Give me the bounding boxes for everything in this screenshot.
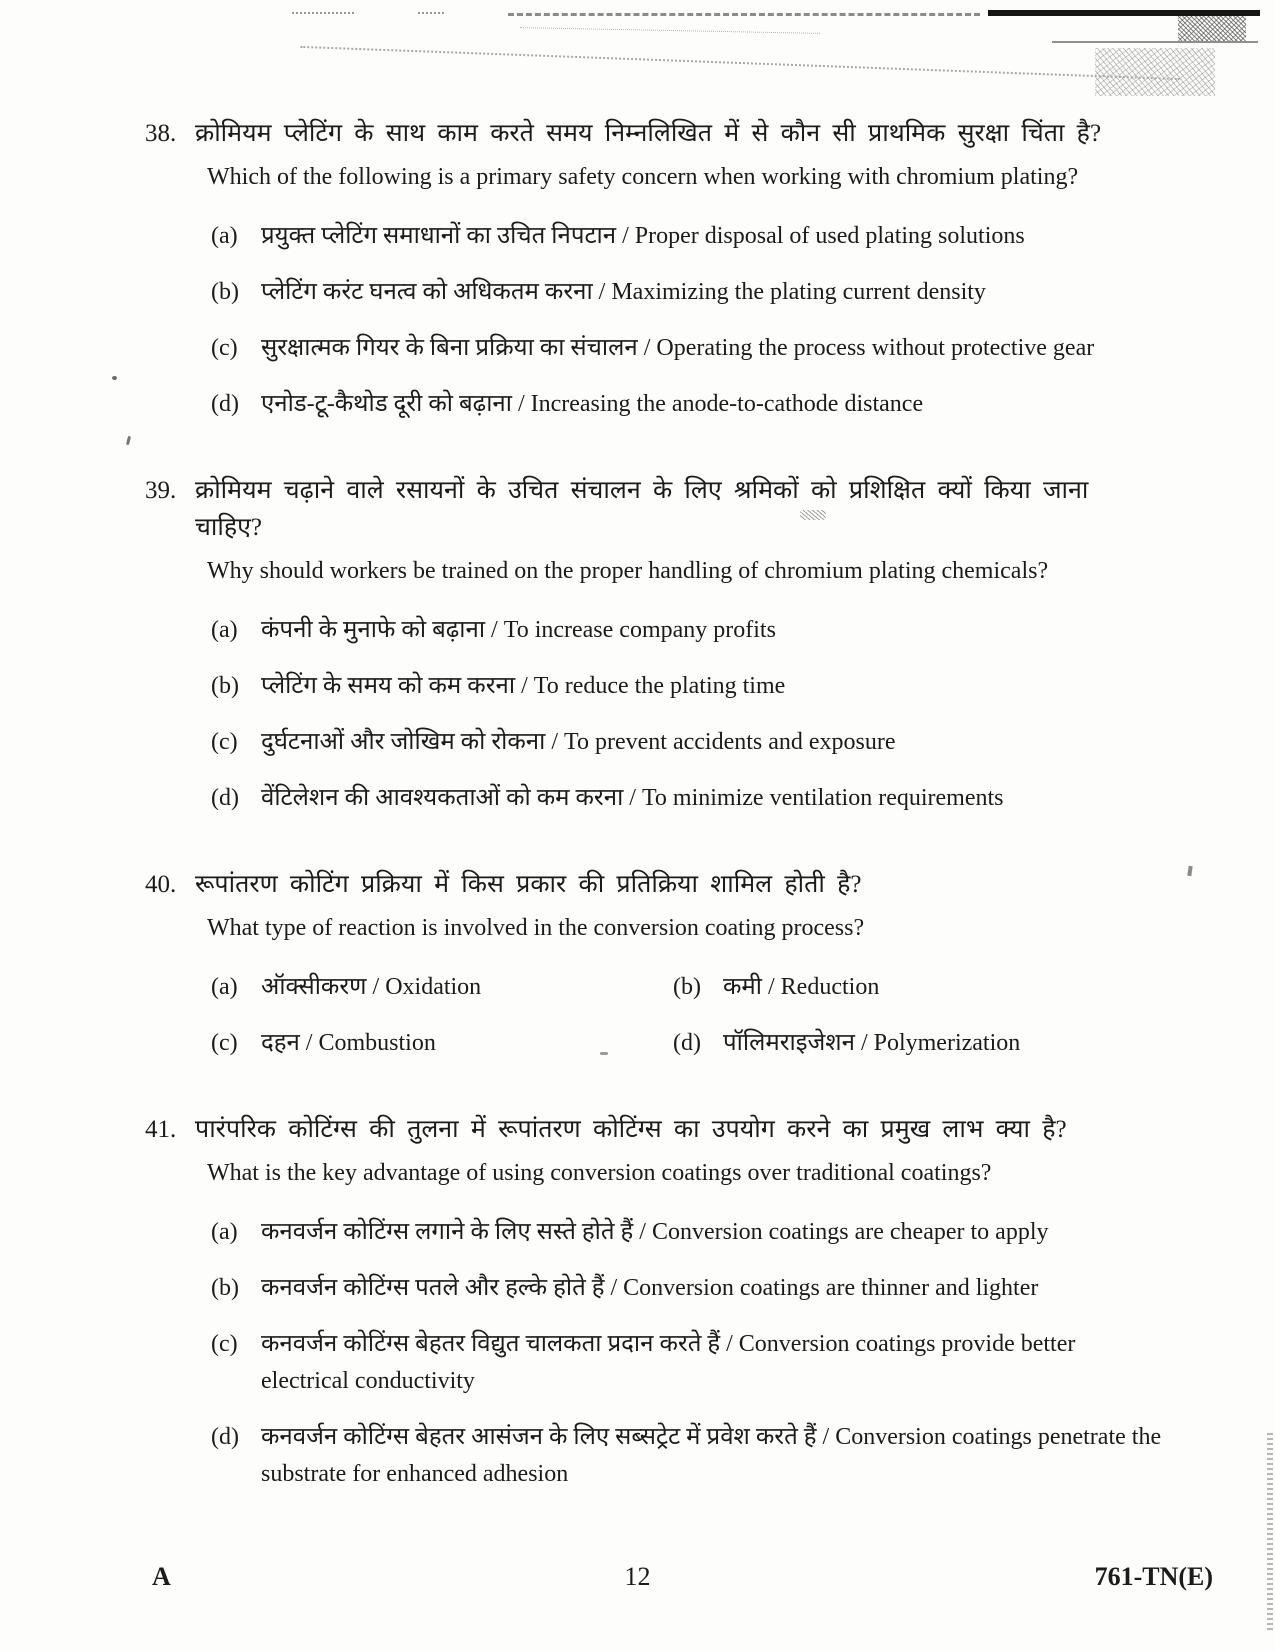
option-label: (c) — [211, 1030, 238, 1056]
scan-artifact-speck — [112, 376, 117, 380]
option-text: एनोड-टू-कैथोड दूरी को बढ़ाना / Increasing the anode-to-cathode distance — [261, 391, 924, 418]
option-39c — [211, 724, 1167, 761]
option-label: (a) — [211, 616, 238, 643]
option-text: पॉलिमराइजेशन / Polymerization — [723, 1030, 1021, 1056]
questions-column — [145, 116, 1167, 1543]
option-text: कनवर्जन कोटिंग्स बेहतर आसंजन के लिए सब्सट्रेट में प्रवेश करते हैं / Conversion coatings penetrate the substrate for enhanced adhesion — [261, 1424, 1162, 1488]
option-41b — [211, 1270, 1167, 1307]
option-text: वेंटिलेशन की आवश्यकताओं को कम करना / To minimize ventilation requirements — [261, 784, 1004, 811]
option-40b — [673, 969, 1167, 1006]
option-38a — [211, 218, 1167, 255]
question-40 — [145, 867, 1167, 1062]
option-40c — [211, 1025, 673, 1062]
question-text-english: What is the key advantage of using conversion coatings over traditional coatings? — [207, 1160, 992, 1187]
option-label: (c) — [211, 728, 238, 755]
options-list — [211, 1214, 1167, 1493]
option-text: दहन / Combustion — [261, 1030, 436, 1056]
option-label: (b) — [211, 1275, 239, 1302]
question-text-hindi: पारंपरिक कोटिंग्स की तुलना में रूपांतरण कोटिंग्स का उपयोग करने का प्रमुख लाभ क्या है? — [195, 1116, 1067, 1143]
question-text-hindi: क्रोमियम प्लेटिंग के साथ काम करते समय निम्नलिखित में से कौन सी प्राथमिक सुरक्षा चिंता है? — [195, 120, 1102, 147]
question-number: 41. — [145, 1116, 177, 1143]
booklet-code: 761-TN(E) — [1094, 1562, 1213, 1591]
option-39a — [211, 612, 1167, 649]
option-label: (c) — [211, 335, 238, 362]
option-label: (d) — [673, 1030, 701, 1056]
option-41a — [211, 1214, 1167, 1251]
options-grid — [211, 969, 1167, 1062]
scan-artifact-noise — [1095, 48, 1215, 96]
question-38 — [145, 116, 1167, 423]
question-text-hindi: रूपांतरण कोटिंग प्रक्रिया में किस प्रकार की प्रतिक्रिया शामिल होती है? — [195, 870, 862, 898]
series-code: A — [152, 1562, 171, 1591]
option-38c — [211, 330, 1167, 367]
option-text: कंपनी के मुनाफे को बढ़ाना / To increase company profits — [261, 616, 776, 643]
option-text: दुर्घटनाओं और जोखिम को रोकना / To prevent accidents and exposure — [261, 728, 896, 755]
option-label: (c) — [211, 1331, 238, 1358]
question-39 — [145, 473, 1167, 817]
option-label: (a) — [211, 974, 238, 1000]
option-41c — [211, 1326, 1167, 1400]
question-text-english: What type of reaction is involved in the conversion coating process? — [207, 915, 865, 941]
option-38d — [211, 386, 1167, 423]
scan-artifact-dotted-line — [292, 12, 354, 14]
scan-artifact-noise — [1178, 16, 1246, 42]
scan-artifact-dotted-line — [520, 27, 820, 34]
option-39b — [211, 668, 1167, 705]
option-label: (d) — [211, 784, 239, 811]
page-number: 12 — [624, 1562, 651, 1591]
option-text: कमी / Reduction — [723, 974, 880, 1000]
option-label: (d) — [211, 1424, 239, 1451]
question-number: 38. — [145, 120, 177, 147]
question-text-english: Why should workers be trained on the proper handling of chromium plating chemicals? — [207, 557, 1049, 584]
option-text: प्लेटिंग करंट घनत्व को अधिकतम करना / Maximizing the plating current density — [261, 279, 986, 306]
option-label: (b) — [211, 279, 239, 306]
option-41d — [211, 1419, 1167, 1493]
question-number: 39. — [145, 477, 177, 505]
scan-artifact-speck — [126, 436, 131, 445]
question-text-hindi: क्रोमियम चढ़ाने वाले रसायनों के उचित संचालन के लिए श्रमिकों को प्रशिक्षित क्यों किया जाना चाहिए? — [195, 477, 1089, 541]
option-label: (a) — [211, 223, 238, 250]
scan-artifact-dotted-trail — [300, 46, 1179, 80]
question-number: 40. — [145, 870, 177, 898]
scan-artifact-dashed-line — [508, 13, 980, 16]
option-text: प्लेटिंग के समय को कम करना / To reduce the plating time — [261, 672, 786, 699]
option-40d — [673, 1025, 1167, 1062]
scan-artifact-edge-noise — [1267, 1430, 1273, 1630]
option-38b — [211, 274, 1167, 311]
question-text-english: Which of the following is a primary safety concern when working with chromium plating? — [207, 164, 1079, 191]
option-40a — [211, 969, 673, 1006]
option-text: सुरक्षात्मक गियर के बिना प्रक्रिया का संचालन / Operating the process without protective gear — [261, 335, 1095, 362]
option-label: (d) — [211, 391, 239, 418]
option-text: कनवर्जन कोटिंग्स बेहतर विद्युत चालकता प्रदान करते हैं / Conversion coatings provide better electrical conductivity — [261, 1331, 1076, 1395]
scan-artifact-dotted-line — [418, 12, 444, 14]
option-text: कनवर्जन कोटिंग्स लगाने के लिए सस्ते होते हैं / Conversion coatings are cheaper to apply — [261, 1219, 1049, 1246]
scan-artifact-black-bar — [988, 10, 1260, 16]
option-label: (b) — [211, 672, 239, 699]
option-text: कनवर्जन कोटिंग्स पतले और हल्के होते हैं / Conversion coatings are thinner and lighter — [261, 1275, 1039, 1302]
question-41 — [145, 1112, 1167, 1493]
scan-artifact-gray-line — [1052, 41, 1258, 43]
option-label: (b) — [673, 974, 701, 1000]
scan-artifact-speck — [1187, 866, 1192, 876]
option-39d — [211, 780, 1167, 817]
option-text: प्रयुक्त प्लेटिंग समाधानों का उचित निपटान / Proper disposal of used plating solutions — [261, 223, 1025, 250]
options-list — [211, 218, 1167, 423]
option-label: (a) — [211, 1219, 238, 1246]
option-text: ऑक्सीकरण / Oxidation — [261, 974, 482, 1000]
options-list — [211, 612, 1167, 817]
